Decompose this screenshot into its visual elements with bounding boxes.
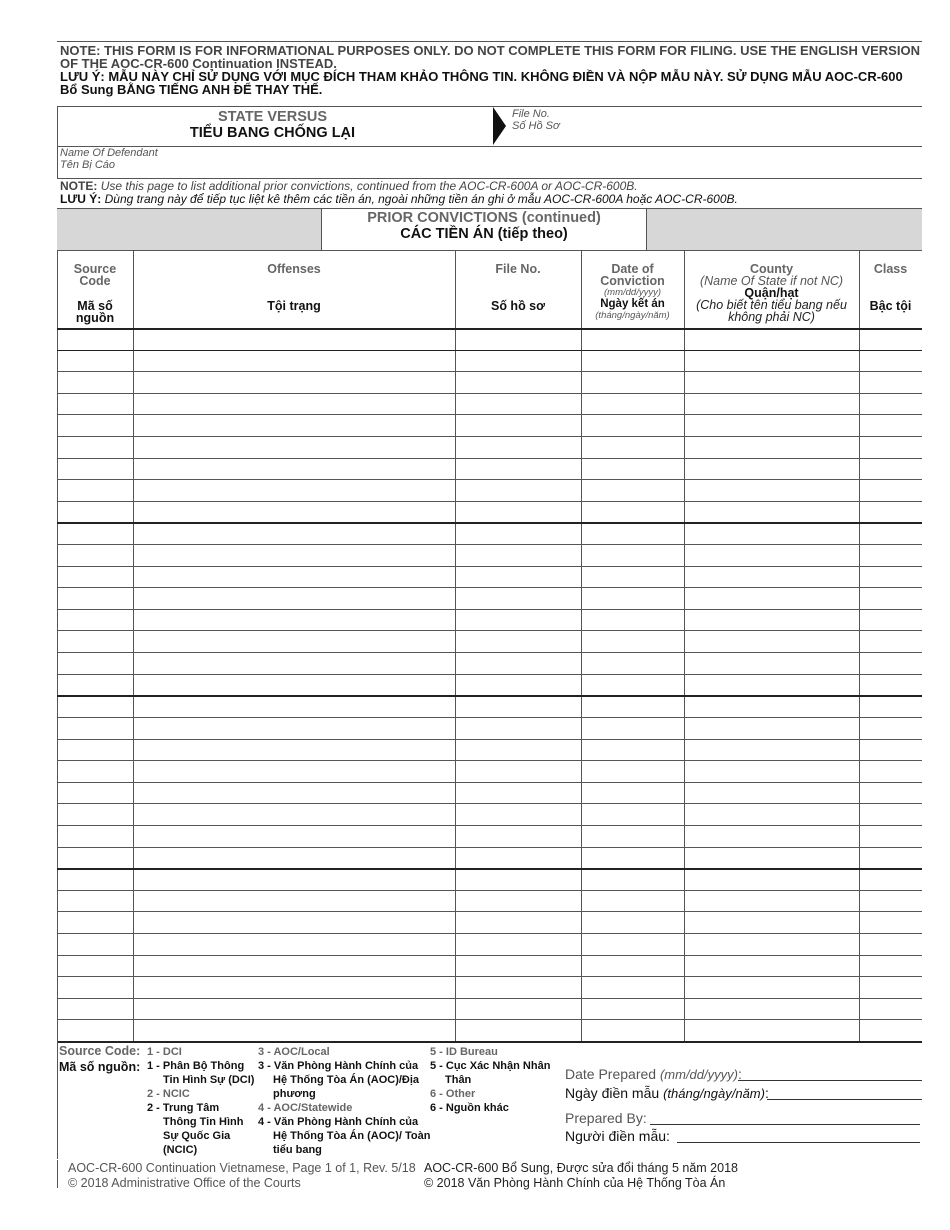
table-cell-class[interactable] [860, 934, 921, 954]
prepared-by-label-vi: Người điền mẫu: [565, 1128, 670, 1144]
table-cell-class[interactable] [860, 372, 921, 392]
table-cell-county[interactable] [685, 372, 858, 392]
table-cell-offenses[interactable] [134, 480, 454, 500]
table-cell-file-no[interactable] [456, 394, 580, 414]
table-cell-file-no[interactable] [456, 999, 580, 1019]
table-cell-date[interactable] [582, 977, 683, 997]
table-cell-file-no[interactable] [456, 415, 580, 435]
table-cell-date[interactable] [582, 329, 683, 349]
top-border [57, 41, 922, 42]
table-cell-date[interactable] [582, 848, 683, 868]
table-cell-date[interactable] [582, 502, 683, 522]
banner-shade-left [57, 209, 321, 250]
table-cell-class[interactable] [860, 761, 921, 781]
table-cell-source-code[interactable] [58, 718, 132, 738]
col-source-code-vi: Mã số nguồn [75, 299, 115, 325]
table-cell-class[interactable] [860, 1020, 921, 1040]
col-class-vi: Bậc tội [869, 299, 912, 313]
table-cell-source-code[interactable] [58, 394, 132, 414]
table-cell-class[interactable] [860, 351, 921, 371]
col-offenses-vi: Tội trạng [267, 299, 321, 313]
footer-form-id-vi: AOC-CR-600 Bổ Sung, Được sửa đổi tháng 5 năm 2018 [424, 1161, 738, 1175]
table-cell-date[interactable] [582, 740, 683, 760]
table-cell-offenses[interactable] [134, 502, 454, 522]
table-cell-date[interactable] [582, 588, 683, 608]
table-cell-file-no[interactable] [456, 545, 580, 565]
section-title-vi: CÁC TIỀN ÁN (tiếp theo) [400, 226, 568, 242]
col-file-no-vi: Số hồ sơ [490, 299, 546, 313]
source-code-3-en: 3 - AOC/Local [258, 1046, 330, 1058]
table-cell-class[interactable] [860, 502, 921, 522]
table-cell-county[interactable] [685, 977, 858, 997]
table-cell-class[interactable] [860, 480, 921, 500]
table-cell-county[interactable] [685, 567, 858, 587]
table-cell-offenses[interactable] [134, 1020, 454, 1040]
file-no-arrow-icon [493, 107, 506, 145]
table-cell-class[interactable] [860, 459, 921, 479]
date-prepared-format-vi: (tháng/ngày/năm) [663, 1086, 765, 1101]
table-cell-class[interactable] [860, 394, 921, 414]
table-cell-offenses[interactable] [134, 415, 454, 435]
section-title [322, 210, 646, 242]
table-cell-offenses[interactable] [134, 459, 454, 479]
table-cell-date[interactable] [582, 351, 683, 371]
table-cell-date[interactable] [582, 934, 683, 954]
table-cell-class[interactable] [860, 826, 921, 846]
col-county-en: County [749, 262, 794, 276]
table-cell-class[interactable] [860, 675, 921, 695]
source-code-list-3-4 [258, 1045, 431, 1157]
date-prepared-en: Date Prepared [565, 1066, 657, 1082]
table-cell-class[interactable] [860, 869, 921, 889]
source-code-list-5-6 [430, 1045, 560, 1115]
table-cell-source-code[interactable] [58, 545, 132, 565]
table-cell-file-no[interactable] [456, 567, 580, 587]
page-note-label-vi: LƯU Ý: [60, 192, 102, 206]
table-cell-date[interactable] [582, 956, 683, 976]
table-cell-date[interactable] [582, 459, 683, 479]
table-cell-offenses[interactable] [134, 934, 454, 954]
table-cell-date[interactable] [582, 372, 683, 392]
source-code-label-vi: Mã số nguồn: [59, 1060, 141, 1074]
col-file-no-en: File No. [495, 262, 541, 276]
state-versus-caption [185, 109, 360, 141]
table-cell-offenses[interactable] [134, 394, 454, 414]
table-cell-source-code[interactable] [58, 783, 132, 803]
table-cell-file-no[interactable] [456, 588, 580, 608]
table-cell-offenses[interactable] [134, 804, 454, 824]
table-cell-source-code[interactable] [58, 891, 132, 911]
source-code-3-vi: 3 - Văn Phòng Hành Chính của Hệ Thống Tòa Án (AOC)/Địa phương [258, 1060, 420, 1100]
page-note-text-en: Use this page to list additional prior convictions, continued from the AOC-CR-600A or AOC-CR-600B. [100, 179, 638, 193]
table-cell-offenses[interactable] [134, 631, 454, 651]
table-cell-class[interactable] [860, 848, 921, 868]
footer-copyright-vi: © 2018 Văn Phòng Hành Chính của Hệ Thống Tòa Án [424, 1176, 726, 1190]
col-county-vi: Quận/hạt [744, 286, 799, 300]
table-cell-county[interactable] [685, 848, 858, 868]
date-prepared-vi: Ngày điền mẫu [565, 1085, 660, 1101]
notice-english: NOTE: THIS FORM IS FOR INFORMATIONAL PURPOSES ONLY. DO NOT COMPLETE THIS FORM FOR FILING. USE THE ENGLISH VERSION OF THE AOC-CR-600 Continuation INSTEAD. [60, 43, 920, 71]
table-cell-class[interactable] [860, 437, 921, 457]
table-cell-date[interactable] [582, 523, 683, 543]
table-cell-date[interactable] [582, 804, 683, 824]
col-header-source-code [57, 263, 133, 324]
table-cell-county[interactable] [685, 826, 858, 846]
date-prepared-format-en: (mm/dd/yyyy) [659, 1067, 738, 1082]
table-cell-county[interactable] [685, 783, 858, 803]
table-cell-county[interactable] [685, 502, 858, 522]
divider [57, 106, 922, 107]
date-prepared-label-en: Date Prepared (mm/dd/yyyy): [565, 1066, 742, 1082]
table-cell-source-code[interactable] [58, 610, 132, 630]
notice-vietnamese: LƯU Ý: MẪU NÀY CHỈ SỬ DỤNG VỚI MỤC ĐÍCH THAM KHẢO THÔNG TIN. KHÔNG ĐIỀN VÀ NỘP MẪU NÀY. SỬ DỤNG MẪU AOC-CR-600 Bổ Sung BẰNG TIẾNG ANH ĐỂ THAY THẾ. [60, 69, 903, 97]
source-code-5-en: 5 - ID Bureau [430, 1046, 498, 1058]
table-cell-date[interactable] [582, 696, 683, 716]
page-note [60, 180, 930, 206]
col-date-en: Date of Conviction [600, 262, 665, 288]
col-header-offenses [133, 263, 455, 312]
file-no-label-en: File No. [512, 108, 550, 120]
table-cell-county[interactable] [685, 869, 858, 889]
table-cell-file-no[interactable] [456, 610, 580, 630]
table-cell-file-no[interactable] [456, 372, 580, 392]
legend-left-border [57, 1041, 58, 1159]
banner-shade-right [647, 209, 922, 250]
table-cell-date[interactable] [582, 783, 683, 803]
table-cell-county[interactable] [685, 415, 858, 435]
table-cell-offenses[interactable] [134, 848, 454, 868]
defendant-label-en: Name Of Defendant [60, 147, 158, 159]
col-header-county [684, 263, 859, 323]
table-cell-source-code[interactable] [58, 523, 132, 543]
table-cell-date[interactable] [582, 545, 683, 565]
table-cell-file-no[interactable] [456, 437, 580, 457]
table-cell-offenses[interactable] [134, 437, 454, 457]
table-cell-source-code[interactable] [58, 653, 132, 673]
divider [646, 208, 647, 250]
table-cell-source-code[interactable] [58, 804, 132, 824]
col-header-class [859, 263, 922, 312]
table-cell-file-no[interactable] [456, 783, 580, 803]
table-cell-class[interactable] [860, 783, 921, 803]
table-cell-county[interactable] [685, 891, 858, 911]
divider [57, 146, 922, 147]
table-cell-source-code[interactable] [58, 848, 132, 868]
table-cell-offenses[interactable] [134, 351, 454, 371]
table-cell-date[interactable] [582, 718, 683, 738]
table-cell-offenses[interactable] [134, 696, 454, 716]
table-cell-date[interactable] [582, 567, 683, 587]
table-cell-class[interactable] [860, 545, 921, 565]
table-cell-source-code[interactable] [58, 415, 132, 435]
table-cell-source-code[interactable] [58, 977, 132, 997]
col-county-note-vi: (Cho biết tên tiểu bang nếu không phải NC) [696, 298, 847, 324]
table-cell-offenses[interactable] [134, 761, 454, 781]
table-cell-county[interactable] [685, 675, 858, 695]
table-cell-offenses[interactable] [134, 653, 454, 673]
source-code-6-en: 6 - Other [430, 1088, 476, 1100]
table-cell-offenses[interactable] [134, 869, 454, 889]
state-versus-en: STATE VERSUS [217, 109, 328, 125]
divider [57, 250, 922, 251]
table-cell-file-no[interactable] [456, 459, 580, 479]
table-cell-file-no[interactable] [456, 329, 580, 349]
table-cell-offenses[interactable] [134, 545, 454, 565]
col-header-file-no [455, 263, 581, 312]
table-cell-date[interactable] [582, 912, 683, 932]
table-cell-file-no[interactable] [456, 718, 580, 738]
prepared-by-label-en: Prepared By: [565, 1110, 647, 1126]
table-cell-source-code[interactable] [58, 869, 132, 889]
table-cell-offenses[interactable] [134, 675, 454, 695]
page-note-text-vi: Dùng trang này để tiếp tục liệt kê thêm các tiền án, ngoài những tiền án ghi ở mẫu AOC-CR-600A hoặc AOC-CR-600B. [104, 192, 738, 206]
divider [57, 106, 58, 146]
table-cell-source-code[interactable] [58, 372, 132, 392]
date-prepared-label-vi: Ngày điền mẫu (tháng/ngày/năm): [565, 1085, 769, 1101]
table-cell-source-code[interactable] [58, 351, 132, 371]
table-cell-county[interactable] [685, 351, 858, 371]
table-cell-class[interactable] [860, 891, 921, 911]
table-cell-source-code[interactable] [58, 999, 132, 1019]
table-cell-offenses[interactable] [134, 783, 454, 803]
table-cell-source-code[interactable] [58, 934, 132, 954]
table-cell-file-no[interactable] [456, 740, 580, 760]
table-cell-date[interactable] [582, 891, 683, 911]
table-cell-file-no[interactable] [456, 891, 580, 911]
table-cell-class[interactable] [860, 912, 921, 932]
table-cell-file-no[interactable] [456, 675, 580, 695]
table-cell-source-code[interactable] [58, 631, 132, 651]
table-cell-class[interactable] [860, 523, 921, 543]
table-cell-date[interactable] [582, 826, 683, 846]
informational-notice [60, 44, 920, 96]
table-cell-county[interactable] [685, 912, 858, 932]
col-offenses-en: Offenses [267, 262, 321, 276]
table-cell-date[interactable] [582, 869, 683, 889]
table-cell-offenses[interactable] [134, 740, 454, 760]
table-cell-file-no[interactable] [456, 696, 580, 716]
table-cell-file-no[interactable] [456, 761, 580, 781]
table-cell-county[interactable] [685, 999, 858, 1019]
table-cell-class[interactable] [860, 610, 921, 630]
table-cell-county[interactable] [685, 1020, 858, 1040]
table-cell-offenses[interactable] [134, 372, 454, 392]
table-cell-date[interactable] [582, 999, 683, 1019]
table-cell-source-code[interactable] [58, 480, 132, 500]
source-code-1-vi: 1 - Phân Bộ Thông Tin Hình Sự (DCI) [147, 1060, 255, 1086]
table-cell-source-code[interactable] [58, 502, 132, 522]
table-cell-date[interactable] [582, 437, 683, 457]
table-cell-county[interactable] [685, 653, 858, 673]
table-cell-source-code[interactable] [58, 740, 132, 760]
table-cell-class[interactable] [860, 956, 921, 976]
table-cell-offenses[interactable] [134, 999, 454, 1019]
table-cell-source-code[interactable] [58, 1020, 132, 1040]
table-cell-class[interactable] [860, 653, 921, 673]
table-cell-class[interactable] [860, 804, 921, 824]
table-cell-date[interactable] [582, 653, 683, 673]
table-cell-class[interactable] [860, 977, 921, 997]
col-date-vi: Ngày kết án [600, 298, 665, 310]
source-code-5-vi: 5 - Cục Xác Nhận Nhân Thân [430, 1060, 551, 1086]
prepared-by-en-line[interactable] [650, 1124, 920, 1125]
table-cell-source-code[interactable] [58, 826, 132, 846]
table-cell-county[interactable] [685, 588, 858, 608]
table-cell-offenses[interactable] [134, 610, 454, 630]
table-cell-class[interactable] [860, 588, 921, 608]
table-cell-county[interactable] [685, 696, 858, 716]
table-cell-file-no[interactable] [456, 956, 580, 976]
prepared-by-vi-line[interactable] [677, 1142, 920, 1143]
table-cell-file-no[interactable] [456, 653, 580, 673]
defendant-name-field[interactable] [60, 147, 158, 171]
table-cell-source-code[interactable] [58, 329, 132, 349]
table-cell-county[interactable] [685, 718, 858, 738]
table-cell-source-code[interactable] [58, 761, 132, 781]
table-cell-county[interactable] [685, 545, 858, 565]
table-cell-county[interactable] [685, 523, 858, 543]
source-code-6-vi: 6 - Nguồn khác [430, 1102, 509, 1114]
table-cell-class[interactable] [860, 718, 921, 738]
table-cell-county[interactable] [685, 956, 858, 976]
table-cell-file-no[interactable] [456, 912, 580, 932]
divider [57, 146, 58, 178]
table-cell-source-code[interactable] [58, 956, 132, 976]
table-cell-offenses[interactable] [134, 956, 454, 976]
table-cell-file-no[interactable] [456, 934, 580, 954]
table-cell-class[interactable] [860, 415, 921, 435]
table-cell-county[interactable] [685, 394, 858, 414]
table-cell-date[interactable] [582, 415, 683, 435]
table-cell-county[interactable] [685, 631, 858, 651]
table-cell-date[interactable] [582, 480, 683, 500]
table-cell-county[interactable] [685, 329, 858, 349]
table-cell-date[interactable] [582, 394, 683, 414]
table-cell-county[interactable] [685, 740, 858, 760]
table-cell-class[interactable] [860, 740, 921, 760]
table-cell-county[interactable] [685, 761, 858, 781]
state-versus-vi: TIỂU BANG CHỐNG LẠI [189, 125, 356, 141]
table-cell-class[interactable] [860, 999, 921, 1019]
source-code-4-en: 4 - AOC/Statewide [258, 1102, 353, 1114]
table-cell-source-code[interactable] [58, 696, 132, 716]
source-code-2-en: 2 - NCIC [147, 1088, 190, 1100]
table-cell-offenses[interactable] [134, 912, 454, 932]
table-cell-county[interactable] [685, 934, 858, 954]
table-cell-source-code[interactable] [58, 437, 132, 457]
table-cell-file-no[interactable] [456, 351, 580, 371]
date-prepared-vi-line[interactable] [767, 1099, 922, 1100]
col-county-note-en: (Name Of State if not NC) [699, 274, 844, 288]
source-code-4-vi: 4 - Văn Phòng Hành Chính của Hệ Thống Tòa Án (AOC)/ Toàn tiểu bang [258, 1116, 431, 1156]
table-cell-county[interactable] [685, 804, 858, 824]
col-header-date [581, 263, 684, 321]
table-cell-date[interactable] [582, 675, 683, 695]
table-cell-file-no[interactable] [456, 502, 580, 522]
table-cell-file-no[interactable] [456, 977, 580, 997]
file-no-label-vi: Số Hồ Sơ [512, 120, 560, 132]
table-cell-source-code[interactable] [58, 567, 132, 587]
table-cell-offenses[interactable] [134, 329, 454, 349]
col-source-code-en: Source Code [73, 262, 117, 288]
table-cell-file-no[interactable] [456, 480, 580, 500]
table-cell-offenses[interactable] [134, 718, 454, 738]
table-cell-offenses[interactable] [134, 567, 454, 587]
table-cell-source-code[interactable] [58, 912, 132, 932]
table-cell-file-no[interactable] [456, 804, 580, 824]
table-cell-date[interactable] [582, 610, 683, 630]
col-date-format-vi: (tháng/ngày/năm) [595, 310, 670, 321]
table-cell-county[interactable] [685, 459, 858, 479]
date-prepared-en-line[interactable] [738, 1080, 922, 1081]
table-cell-file-no[interactable] [456, 826, 580, 846]
table-cell-date[interactable] [582, 631, 683, 651]
footer-divider [57, 1160, 58, 1188]
table-cell-source-code[interactable] [58, 459, 132, 479]
col-class-en: Class [873, 262, 908, 276]
table-bottom-border [57, 1041, 922, 1042]
table-cell-class[interactable] [860, 696, 921, 716]
defendant-label-vi: Tên Bị Cáo [60, 159, 116, 171]
table-cell-date[interactable] [582, 1020, 683, 1040]
table-cell-offenses[interactable] [134, 588, 454, 608]
table-cell-file-no[interactable] [456, 869, 580, 889]
col-date-format-en: (mm/dd/yyyy) [604, 287, 661, 298]
table-cell-offenses[interactable] [134, 826, 454, 846]
source-code-list-1-2 [147, 1045, 255, 1157]
table-cell-class[interactable] [860, 567, 921, 587]
table-cell-offenses[interactable] [134, 523, 454, 543]
table-cell-source-code[interactable] [58, 675, 132, 695]
footer-form-id-en: AOC-CR-600 Continuation Vietnamese, Page 1 of 1, Rev. 5/18 [68, 1161, 416, 1175]
table-cell-county[interactable] [685, 437, 858, 457]
table-cell-file-no[interactable] [456, 848, 580, 868]
table-cell-file-no[interactable] [456, 1020, 580, 1040]
table-cell-file-no[interactable] [456, 631, 580, 651]
table-cell-date[interactable] [582, 761, 683, 781]
source-code-2-vi: 2 - Trung Tâm Thông Tin Hình Sự Quốc Gia (NCIC) [147, 1102, 244, 1156]
section-title-en: PRIOR CONVICTIONS (continued) [367, 210, 601, 226]
table-cell-file-no[interactable] [456, 523, 580, 543]
source-code-label-en: Source Code: [59, 1044, 141, 1058]
page-note-label-en: NOTE: [60, 179, 98, 193]
file-no-field[interactable] [512, 108, 560, 132]
table-cell-county[interactable] [685, 610, 858, 630]
source-code-1-en: 1 - DCI [147, 1046, 182, 1058]
table-cell-offenses[interactable] [134, 977, 454, 997]
table-cell-class[interactable] [860, 631, 921, 651]
table-cell-class[interactable] [860, 329, 921, 349]
footer-copyright-en: © 2018 Administrative Office of the Courts [68, 1176, 301, 1190]
table-cell-county[interactable] [685, 480, 858, 500]
table-cell-source-code[interactable] [58, 588, 132, 608]
table-cell-offenses[interactable] [134, 891, 454, 911]
